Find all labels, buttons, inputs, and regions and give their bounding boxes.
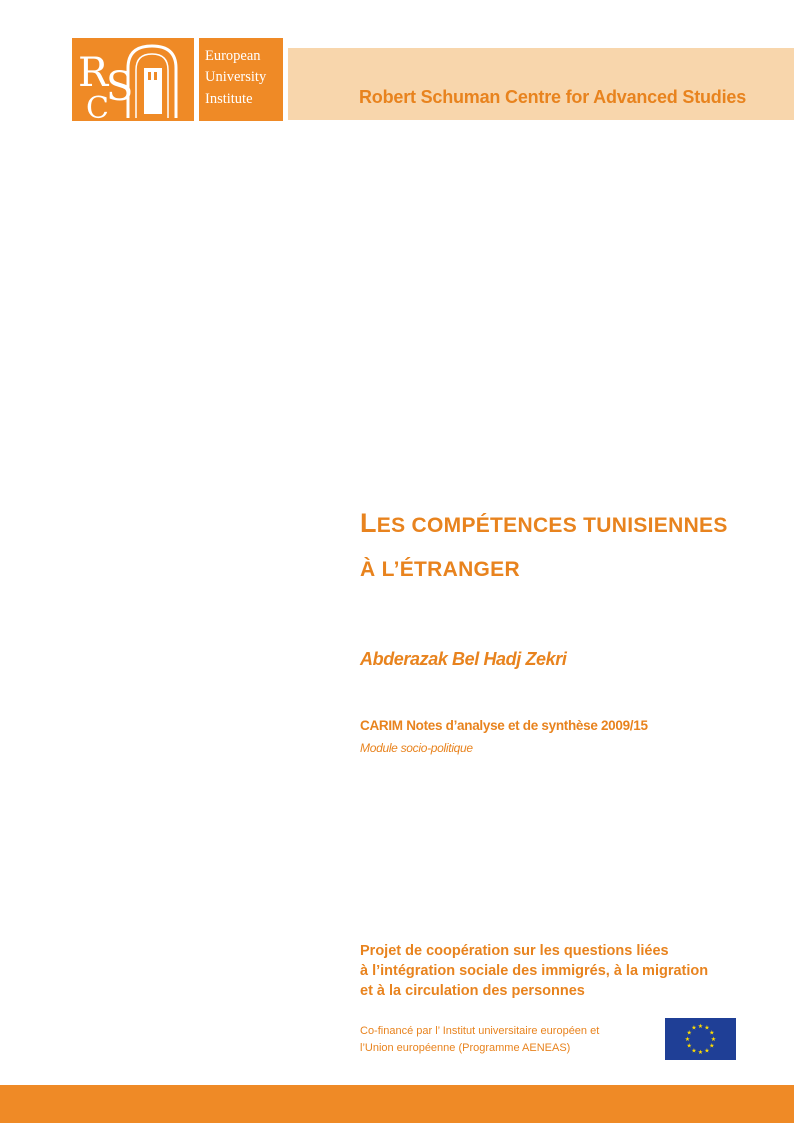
title-line-1-rest: ES COMPÉTENCES TUNISIENNES — [376, 514, 728, 537]
eu-star-icon: ★ — [710, 1037, 717, 1043]
svg-text:S: S — [106, 64, 134, 110]
project-line-1: Projet de coopération sur les questions liées — [360, 943, 669, 959]
header-band — [288, 48, 794, 120]
title-line-2: À L’ÉTRANGER — [360, 558, 520, 581]
cofunding-note — [360, 1023, 599, 1057]
eui-line-3: Institute — [205, 91, 253, 107]
eu-star-icon: ★ — [684, 1037, 691, 1043]
eu-stars — [665, 1018, 736, 1060]
eu-star-icon: ★ — [697, 1024, 704, 1030]
title-line-1 — [360, 508, 728, 539]
eui-logo — [199, 38, 283, 121]
svg-text:C: C — [86, 91, 109, 121]
eu-star-icon: ★ — [686, 1030, 692, 1037]
footer-band — [0, 1085, 794, 1123]
title-initial: L — [360, 508, 377, 538]
eu-flag-icon — [665, 1018, 736, 1060]
eu-star-icon: ★ — [691, 1025, 697, 1032]
eu-star-icon: ★ — [704, 1048, 710, 1055]
eu-star-icon: ★ — [704, 1025, 710, 1032]
eu-star-icon: ★ — [709, 1030, 715, 1037]
cofund-line-1: Co-financé par l’ Institut universitaire européen et — [360, 1025, 600, 1037]
eu-star-icon: ★ — [697, 1050, 704, 1056]
eu-star-icon: ★ — [691, 1048, 697, 1055]
project-description — [360, 941, 708, 1001]
author-name: Abderazak Bel Hadj Zekri — [360, 649, 567, 669]
series-title: CARIM Notes d’analyse et de synthèse 2009/15 — [360, 718, 648, 733]
center-name: Robert Schuman Centre for Advanced Studies — [359, 87, 747, 107]
project-line-3: et à la circulation des personnes — [360, 983, 585, 999]
module-name: Module socio-politique — [360, 741, 473, 755]
cofund-line-2: l’Union européenne (Programme AENEAS) — [360, 1042, 571, 1054]
rsc-logo — [72, 38, 194, 121]
eui-line-1: European — [205, 48, 261, 64]
eu-star-icon: ★ — [686, 1043, 692, 1050]
svg-text:R: R — [78, 50, 109, 96]
eu-star-icon: ★ — [709, 1043, 715, 1050]
eui-line-2: University — [205, 69, 267, 85]
project-line-2: à l’intégration sociale des immigrés, à la migration — [360, 963, 709, 979]
rsc-logo-graphic — [72, 38, 194, 121]
